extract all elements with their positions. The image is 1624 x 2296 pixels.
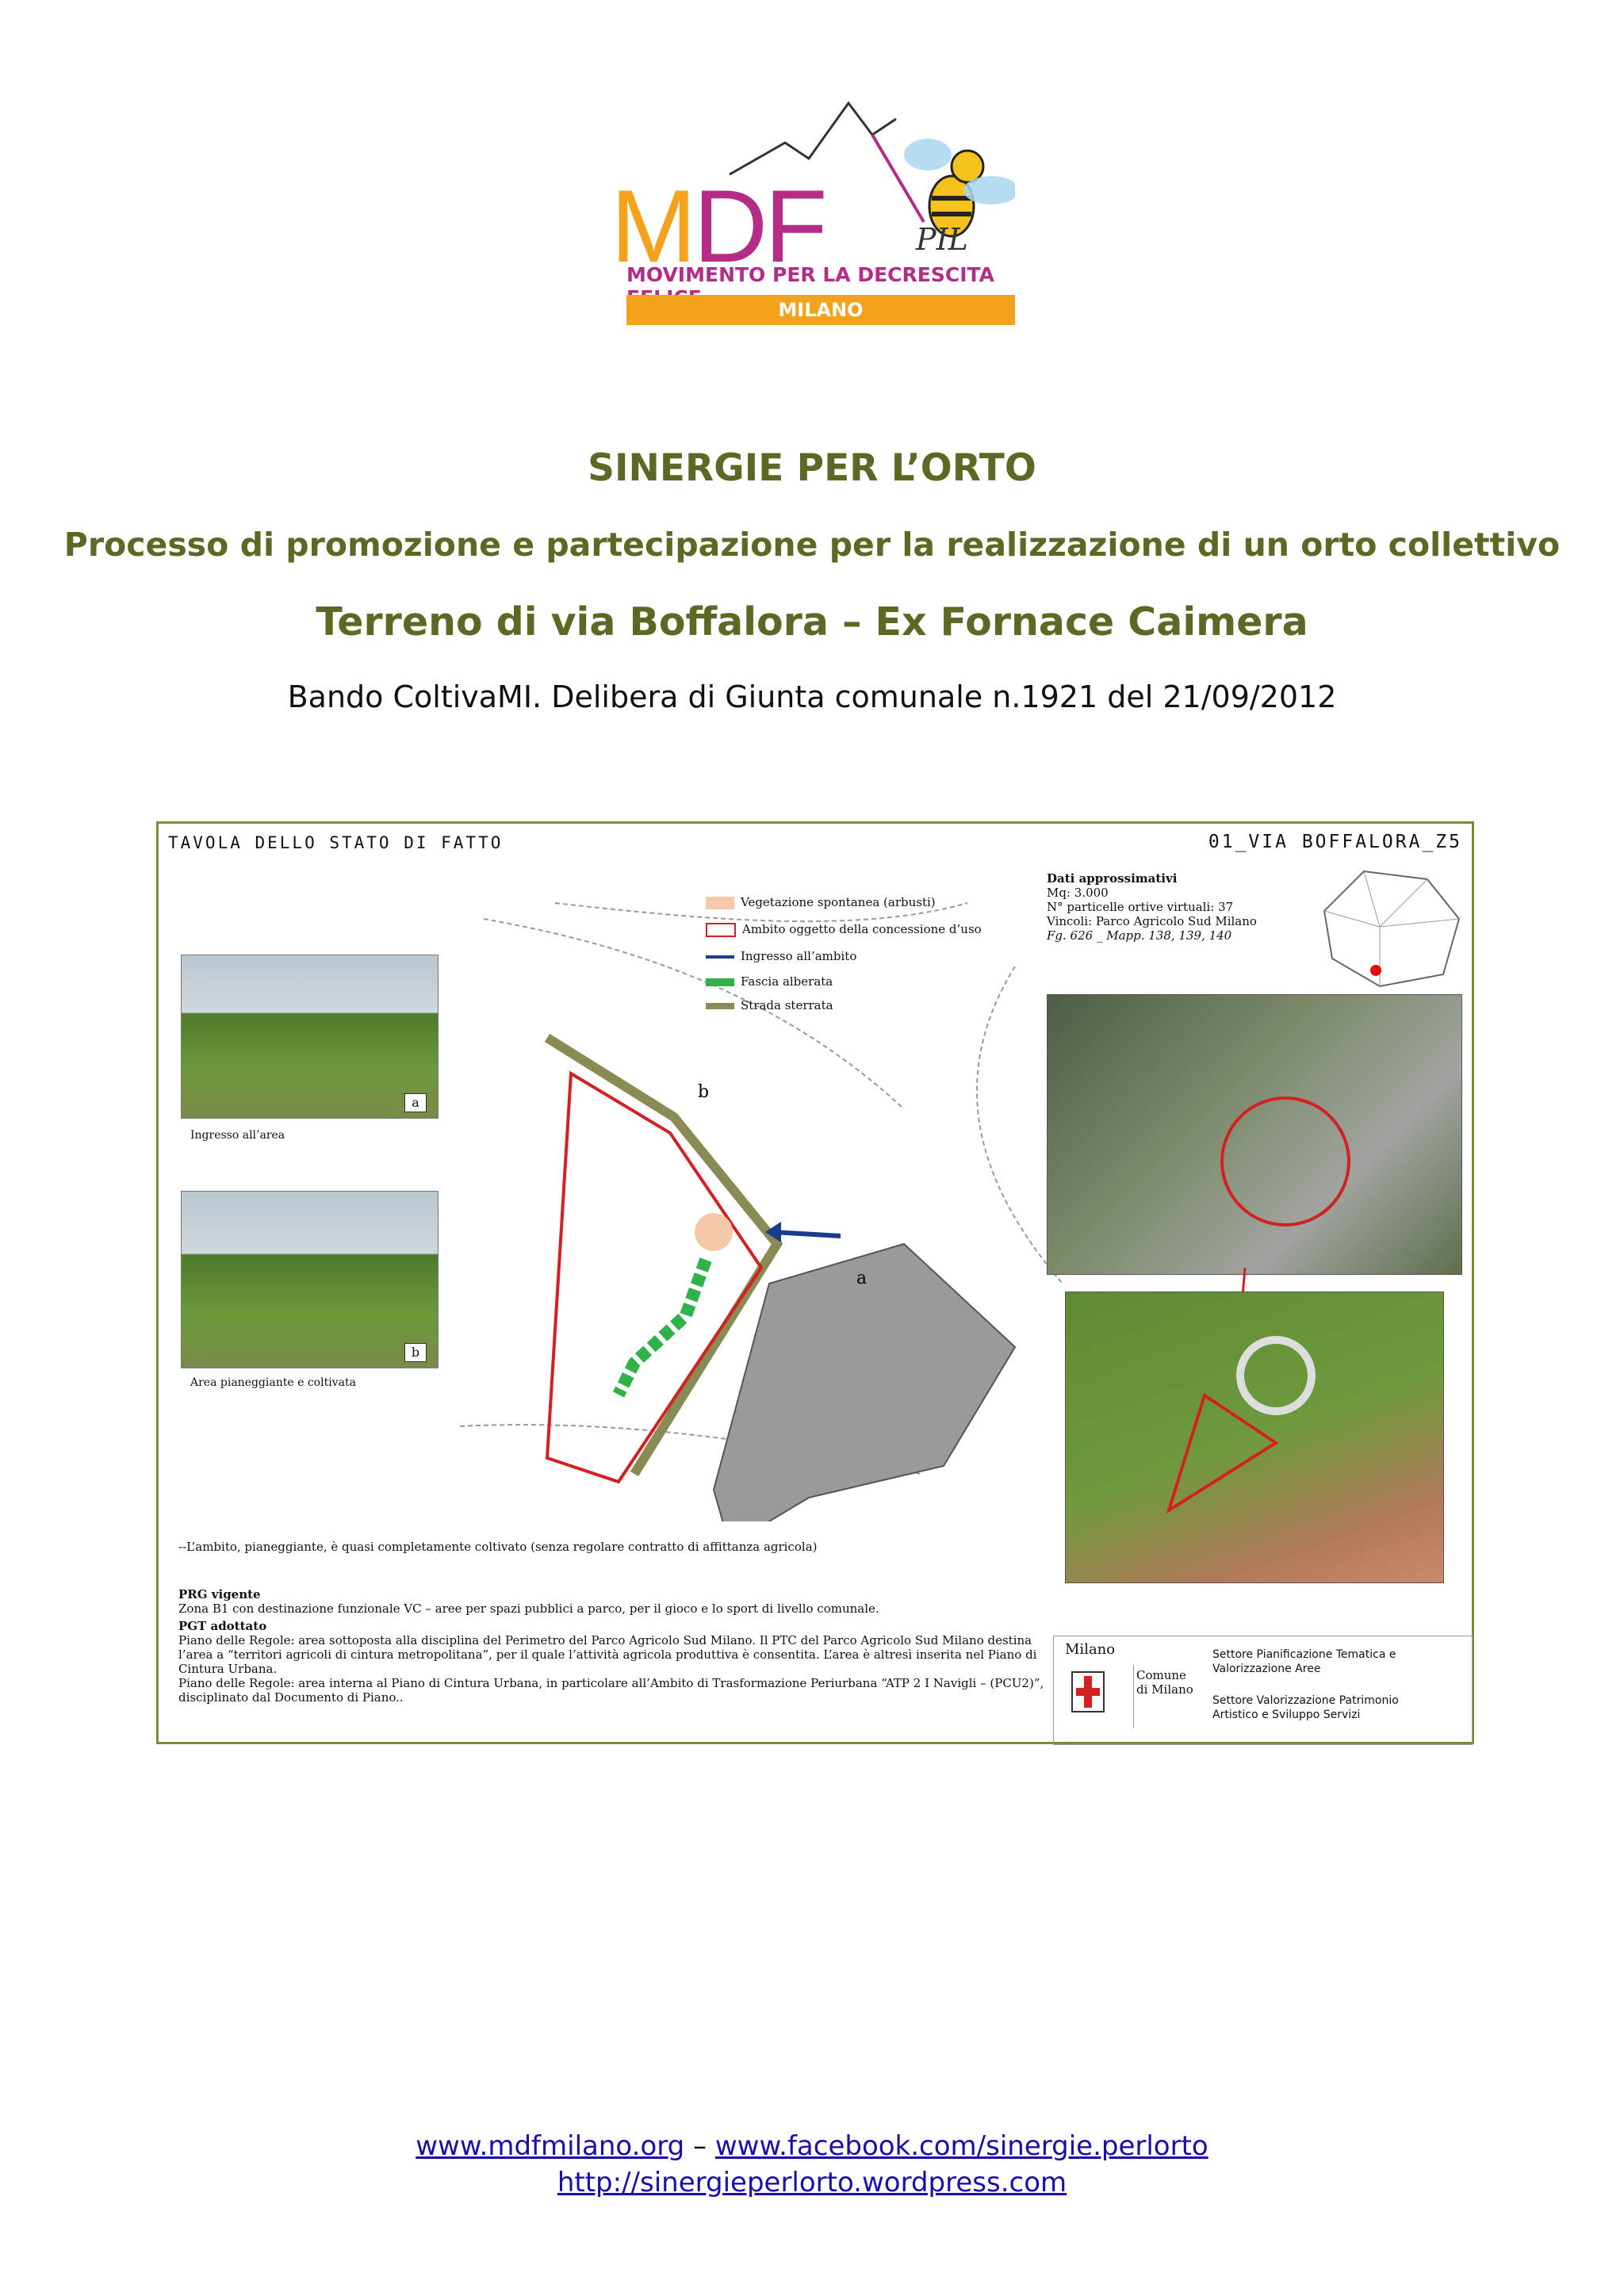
dati-vincoli: Vincoli: Parco Agricolo Sud Milano (1047, 914, 1257, 928)
legend-item: Ambito oggetto della concessione d’uso (706, 922, 982, 937)
district-map (1308, 863, 1467, 990)
map-panel (156, 821, 1474, 1744)
milano-label: Milano (1065, 1641, 1116, 1658)
comune-label: Comune di Milano (1136, 1668, 1193, 1697)
mdf-logo (611, 87, 1015, 325)
photo-ingresso (181, 955, 439, 1119)
blog-link[interactable]: http://sinergieperlorto.wordpress.com (557, 2167, 1067, 2198)
page-subtitle: Processo di promozione e partecipazione per la realizzazione di un orto collettivo (63, 526, 1561, 564)
link-separator: – (684, 2130, 715, 2162)
photo-area (181, 1191, 439, 1368)
panel-note: --L’ambito, pianeggiante, è quasi completamente coltivato (senza regolare contratto di affittanza agricola) (178, 1540, 818, 1554)
logo-subtitle: MOVIMENTO PER LA DECRESCITA (626, 263, 994, 286)
footer-links (0, 2128, 1624, 2201)
legend-swatch (706, 897, 734, 909)
legend-swatch (706, 923, 736, 937)
site-link[interactable]: www.mdfmilano.org (416, 2130, 685, 2162)
map-mark-a: a (856, 1269, 868, 1288)
satellite-image-area (1047, 994, 1462, 1275)
pgt-heading: PGT adottato (178, 1619, 267, 1633)
prg-text: Zona B1 con destinazione funzionale VC – aree per spazi pubblici a parco, per il gioco e lo sport di livello comunale. (178, 1601, 879, 1616)
photo-b-mark: b (404, 1343, 427, 1362)
prg-block (178, 1587, 1051, 1705)
legend-swatch (706, 978, 734, 986)
legend-item: Vegetazione spontanea (arbusti) (706, 895, 936, 909)
photo-b-label: Area pianeggiante e coltivata (190, 1376, 356, 1389)
panel-code: 01_VIA BOFFALORA_Z5 (1208, 832, 1462, 852)
settore-block: Settore Pianificazione Tematica e Valorizzazione Aree Settore Valorizzazione Patrimonio Artistico e Sviluppo Servizi (1212, 1648, 1399, 1721)
dati-block (1047, 871, 1308, 943)
dati-particelle: N° particelle ortive virtuali: 37 (1047, 900, 1234, 914)
dati-heading: Dati approssimativi (1047, 871, 1178, 886)
dati-mq: Mq: 3.000 (1047, 886, 1109, 900)
photo-a-label: Ingresso all’area (190, 1129, 285, 1142)
logo-pil: PIL (916, 222, 968, 257)
legend-item: Strada sterrata (706, 998, 833, 1012)
facebook-link[interactable]: www.facebook.com/sinergie.perlorto (714, 2130, 1208, 2162)
prg-heading: PRG vigente (178, 1587, 261, 1601)
location-dot (1370, 965, 1381, 976)
cadastral-map (460, 871, 1142, 1521)
legend-item: Fascia alberata (706, 974, 833, 989)
dati-fg: Fg. 626 _ Mapp. 138, 139, 140 (1047, 928, 1232, 943)
panel-title: TAVOLA DELLO STATO DI FATTO (168, 833, 504, 852)
arrow-icon (706, 955, 734, 959)
pgt-text-1: Piano delle Regole: area sottoposta alla disciplina del Perimetro del Parco Agricolo Sud Milano. Il PTC del Parco Agricolo Sud Milano destina l’area a “territori agricoli di cintura metropolitana”, per il quale l’attività agricola produttiva è consentita. L’area è altresì inserita nel Piano di Cintura Urbana. (178, 1633, 1037, 1676)
logo-city-bar: MILANO (626, 295, 1015, 325)
logo-wordmark: MDF (611, 168, 825, 284)
photo-a-mark: a (404, 1093, 427, 1112)
page-title: SINERGIE PER L’ORTO (588, 446, 1036, 490)
bando-text: Bando ColtivaMI. Delibera di Giunta comunale n.1921 del 21/09/2012 (287, 679, 1337, 714)
map-mark-b: b (698, 1082, 710, 1102)
comune-footer (1053, 1636, 1473, 1745)
pgt-text-2: Piano delle Regole: area interna al Piano di Cintura Urbana, in particolare all’Ambito di Trasformazione Periurbana “ATP 2 I Navigli – (PCU2)”, disciplinato dal Documento di Piano.. (178, 1676, 1044, 1705)
coat-of-arms-icon (1068, 1668, 1108, 1716)
legend-item: Ingresso all’ambito (706, 949, 856, 963)
footer-divider (1133, 1665, 1134, 1728)
location-title: Terreno di via Boffalora – Ex Fornace Caimera (316, 599, 1308, 645)
legend-swatch (706, 1003, 734, 1009)
satellite-image-detail (1065, 1292, 1444, 1583)
